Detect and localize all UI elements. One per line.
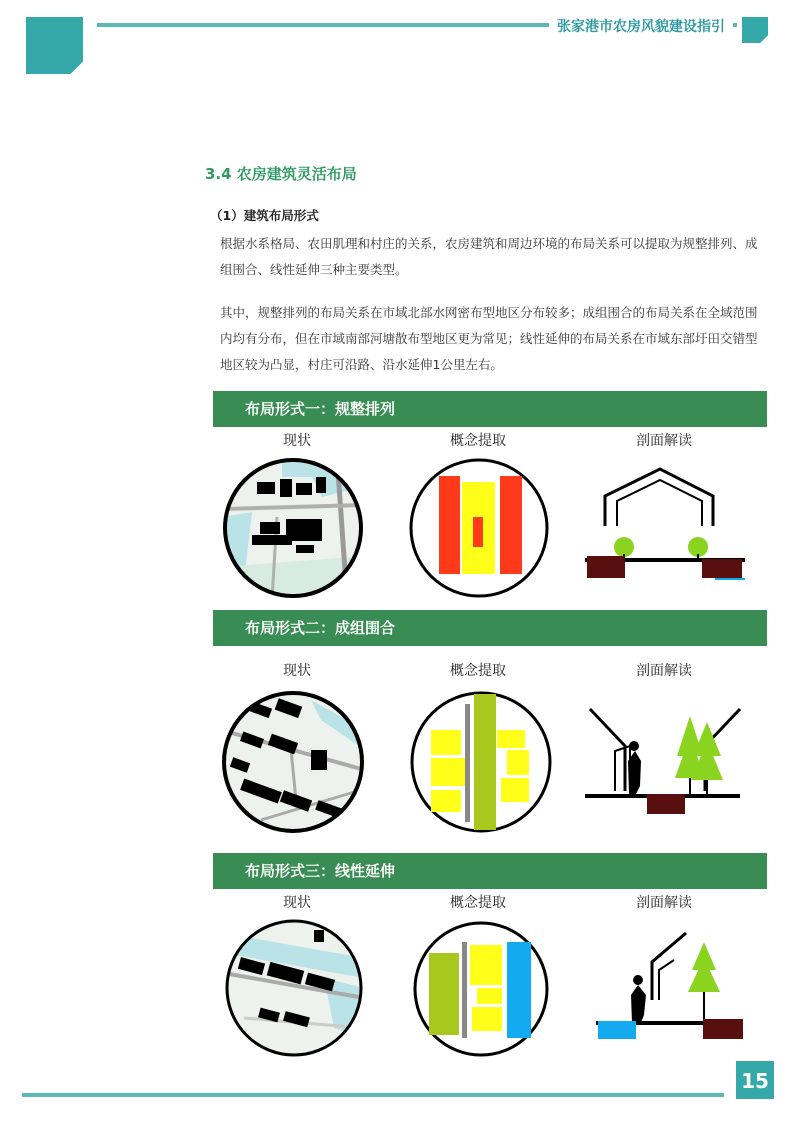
layout-1-label-concept: 概念提取 bbox=[450, 433, 506, 449]
subsection-title: （1）建筑布局形式 bbox=[210, 208, 319, 223]
layout-3-current-map bbox=[224, 918, 364, 1058]
layout-1-concept-diagram bbox=[408, 457, 550, 599]
layout-2-section-diagram bbox=[585, 706, 745, 816]
layout-2-band: 布局形式二：成组围合 bbox=[213, 610, 767, 646]
footer-rule bbox=[22, 1093, 724, 1097]
corner-decoration-top-right bbox=[742, 17, 768, 43]
layout-1-band: 布局形式一：规整排列 bbox=[213, 391, 767, 427]
layout-3-section-diagram bbox=[596, 930, 746, 1045]
layout-2-label-concept: 概念提取 bbox=[450, 663, 506, 679]
corner-decoration-top-left bbox=[26, 17, 83, 74]
section-title: 3.4 农房建筑灵活布局 bbox=[205, 165, 357, 183]
document-title: 张家港市农房风貌建设指引 bbox=[549, 16, 733, 36]
layout-1-current-map bbox=[222, 457, 364, 599]
layout-2-label-section: 剖面解读 bbox=[636, 663, 692, 679]
layout-3-concept-diagram bbox=[412, 920, 550, 1058]
paragraph-distribution: 其中，规整排列的布局关系在市域北部水网密布型地区分布较多；成组围合的布局关系在全域范围内均有分布，但在市域南部河塘散布型地区更为常见；线性延伸的布局关系在市域东部圩田交错型地区较为凸显，村庄可沿路、沿水延伸1公里左右。 bbox=[220, 305, 758, 372]
layout-1-label-current: 现状 bbox=[283, 433, 311, 449]
layout-3-label-section: 剖面解读 bbox=[636, 895, 692, 911]
page-number: 15 bbox=[736, 1061, 774, 1099]
layout-2-concept-diagram bbox=[409, 690, 553, 834]
layout-2-label-current: 现状 bbox=[283, 663, 311, 679]
layout-1-label-section: 剖面解读 bbox=[636, 433, 692, 449]
layout-1-section-diagram bbox=[585, 466, 745, 586]
paragraph-intro: 根据水系格局、农田肌理和村庄的关系，农房建筑和周边环境的布局关系可以提取为规整排列、成组围合、线性延伸三种主要类型。 bbox=[220, 236, 758, 277]
layout-2-current-map bbox=[221, 690, 365, 834]
layout-3-label-current: 现状 bbox=[283, 895, 311, 911]
layout-3-label-concept: 概念提取 bbox=[450, 895, 506, 911]
layout-3-band: 布局形式三：线性延伸 bbox=[213, 853, 767, 889]
